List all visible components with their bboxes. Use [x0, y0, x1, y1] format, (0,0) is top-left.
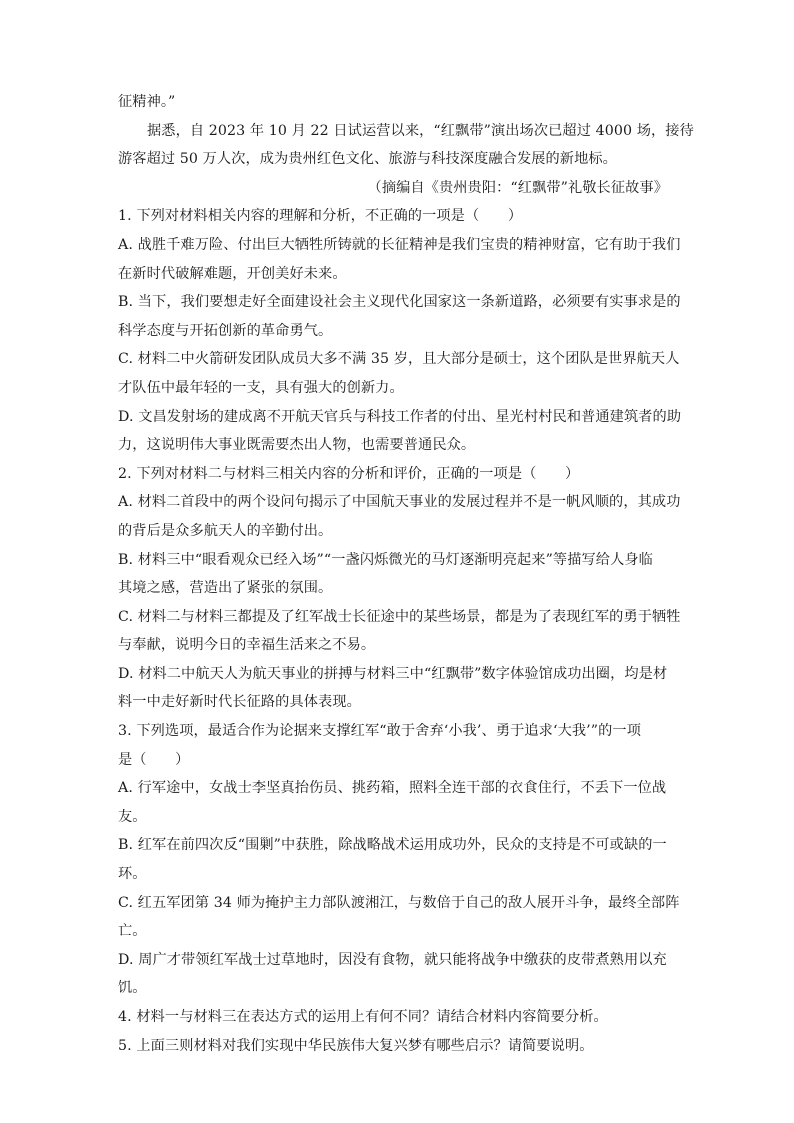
- question-3-option-d: D. 周广才带领红军战士过草地时，因没有食物，就只能将战争中缴获的皮带煮熟用以充: [118, 951, 667, 968]
- passage-line: 游客超过 50 万人次，成为贵州红色文化、旅游与科技深度融合发展的新地标。: [118, 151, 617, 168]
- source-citation: （摘编自《贵州贵阳：“红飘带”礼敬长征故事》: [367, 179, 668, 196]
- question-2-option-c-cont: 与奉献，说明今日的幸福生活来之不易。: [118, 637, 376, 654]
- question-1-option-d: D. 文昌发射场的建成离不开航天官兵与科技工作者的付出、星光村村民和普通建筑者的助: [118, 408, 682, 425]
- question-5-stem: 5. 上面三则材料对我们实现中华民族伟大复兴梦有哪些启示？请简要说明。: [118, 1037, 594, 1054]
- question-4-stem: 4. 材料一与材料三在表达方式的运用上有何不同？请结合材料内容简要分析。: [118, 1009, 608, 1025]
- passage-line: 据悉，自 2023 年 10 月 22 日试运营以来，“红飘带”演出场次已超过 4000 场，接待: [147, 122, 694, 139]
- question-2-option-d-cont: 料一中走好新时代长征路的具体表现。: [118, 694, 361, 711]
- question-1-option-d-cont: 力，这说明伟大事业既需要杰出人物，也需要普通民众。: [118, 437, 476, 454]
- question-2-option-b: B. 材料三中“眼看观众已经入场”“一盏闪烁微光的马灯逐渐明亮起来”等描写给人身临: [118, 551, 653, 568]
- question-1-option-b: B. 当下，我们要想走好全面建设社会主义现代化国家这一条新道路，必须要有实事求是的: [118, 294, 681, 311]
- question-1-stem: 1. 下列对材料相关内容的理解和分析，不正确的一项是（ ）: [118, 208, 523, 225]
- question-3-option-c-cont: 亡。: [118, 923, 147, 940]
- question-3-option-a: A. 行军途中，女战士李坚真抬伤员、挑药箱，照料全连干部的衣食住行，不丢下一位战: [118, 780, 667, 797]
- question-3-option-d-cont: 饥。: [118, 980, 147, 997]
- question-1-option-c: C. 材料二中火箭研发团队成员大多不满 35 岁，且大部分是硕士，这个团队是世界航天人: [118, 351, 680, 368]
- exam-page: [118, 88, 694, 1060]
- question-2-option-a-cont: 的背后是众多航天人的辛勤付出。: [118, 522, 333, 539]
- question-2-option-d: D. 材料二中航天人为航天事业的拼搏与材料三中“红飘带”数字体验馆成功出圈，均是材: [118, 665, 668, 682]
- question-1-option-a: A. 战胜千难万险、付出巨大牺牲所铸就的长征精神是我们宝贵的精神财富，它有助于我们: [118, 236, 681, 253]
- question-1-option-b-cont: 科学态度与开拓创新的革命勇气。: [118, 322, 333, 339]
- question-3-option-c: C. 红五军团第 34 师为掩护主力部队渡湘江，与数倍于自己的敌人展开斗争，最终全部阵: [118, 894, 680, 911]
- question-2-option-a: A. 材料二首段中的两个设问句揭示了中国航天事业的发展过程并不是一帆风顺的，其成功: [118, 494, 681, 511]
- question-3-option-b: B. 红军在前四次反“围剿”中获胜，除战略战术运用成功外，民众的支持是不可或缺的一: [118, 837, 667, 854]
- question-2-option-c: C. 材料二与材料三都提及了红军战士长征途中的某些场景，都是为了表现红军的勇于牺牲: [118, 608, 681, 625]
- question-3-option-b-cont: 环。: [118, 866, 147, 883]
- question-2-option-b-cont: 其境之感，营造出了紧张的氛围。: [118, 580, 333, 597]
- question-3-stem-cont: 是（ ）: [118, 751, 190, 768]
- question-3-stem: 3. 下列选项，最适合作为论据来支撑红军“敢于舍弃‘小我’、勇于追求‘大我’”的一项: [118, 723, 641, 740]
- question-3-option-a-cont: 友。: [118, 808, 147, 825]
- question-1-option-a-cont: 在新时代破解难题，开创美好未来。: [118, 265, 347, 282]
- passage-line: 征精神。”: [118, 94, 176, 110]
- question-2-stem: 2. 下列对材料二与材料三相关内容的分析和评价，正确的一项是（ ）: [118, 465, 580, 482]
- question-1-option-c-cont: 才队伍中最年轻的一支，具有强大的创新力。: [118, 379, 404, 396]
